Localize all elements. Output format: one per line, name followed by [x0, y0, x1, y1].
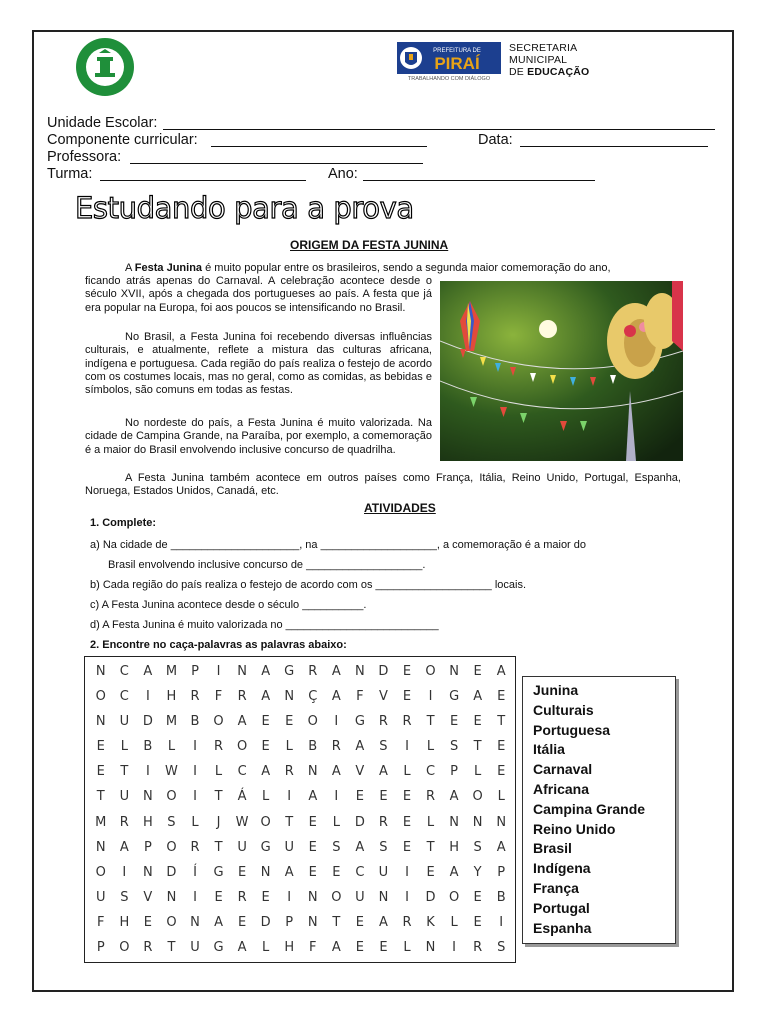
grid-letter: A [261, 764, 271, 780]
grid-letter: I [405, 739, 409, 755]
grid-letter: G [449, 689, 460, 705]
grid-letter: U [96, 889, 106, 905]
grid-letter: H [142, 814, 153, 830]
word-list-item: Campina Grande [533, 800, 646, 817]
grid-letter: I [287, 889, 292, 905]
grid-letter: R [237, 689, 247, 705]
word-list-item: Carnaval [533, 761, 593, 778]
svg-text:PIRAÍ: PIRAÍ [434, 54, 480, 73]
grid-letter: O [425, 664, 436, 680]
grid-letter: N [166, 889, 177, 905]
grid-letter: P [96, 939, 105, 955]
grid-letter: E [402, 689, 412, 705]
p1-continued: ficando atrás apenas do Carnaval. A celebração acontece desde o século XVII, após a chegada dos portugueses ao país. A festa que já era popular na Europa, foi aos poucos se intensificando no Brasil. [85, 275, 432, 314]
grid-letter: O [448, 889, 460, 905]
grid-letter: P [497, 864, 506, 880]
grid-letter: N [307, 889, 318, 905]
grid-letter: S [497, 939, 506, 955]
grid-letter: I [193, 789, 197, 805]
grid-letter: B [496, 889, 506, 905]
secretaria-line2: MUNICIPAL [509, 54, 568, 66]
grid-letter: F [309, 939, 317, 955]
grid-letter: U [284, 839, 294, 855]
grid-letter: U [190, 939, 200, 955]
grid-letter: A [378, 764, 388, 780]
grid-letter: Í [193, 864, 197, 880]
grid-letter: T [426, 714, 435, 730]
word-list-item: Itália [533, 741, 565, 758]
grid-letter: E [96, 764, 105, 780]
word-list-item: Indígena [533, 860, 591, 877]
grid-letter: A [214, 914, 223, 930]
grid-letter: N [143, 789, 153, 805]
grid-letter: G [213, 939, 224, 955]
grid-letter: L [426, 814, 435, 830]
professora-label: Professora: [47, 149, 122, 165]
festa-junina-bold: Festa Junina [134, 262, 203, 274]
grid-letter: O [307, 714, 318, 730]
grid-letter: N [307, 914, 318, 930]
grid-letter: R [473, 939, 483, 955]
grid-letter: A [261, 664, 271, 680]
grid-letter: R [402, 714, 412, 730]
grid-letter: L [403, 939, 411, 955]
grid-letter: D [142, 714, 153, 730]
grid-letter: N [237, 664, 247, 680]
grid-letter: T [473, 739, 482, 755]
componente-label: Componente curricular: [47, 132, 198, 148]
word-list-item: França [533, 879, 579, 896]
grid-letter: O [166, 789, 177, 805]
grid-letter: A [331, 664, 341, 680]
student-info-form [47, 115, 717, 183]
grid-letter: I [334, 714, 339, 730]
grid-letter: E [402, 814, 412, 830]
grid-letter: E [261, 714, 270, 730]
paragraph-3 [85, 417, 432, 457]
grid-letter: T [167, 939, 176, 955]
grid-letter: E [214, 889, 223, 905]
text-title: ORIGEM DA FESTA JUNINA [290, 238, 449, 252]
grid-letter: B [190, 714, 200, 730]
grid-letter: G [354, 714, 365, 730]
grid-letter: A [355, 739, 365, 755]
grid-letter: W [235, 814, 249, 830]
grid-letter: N [95, 664, 106, 680]
grid-letter: T [426, 839, 435, 855]
p1-prefix: A [125, 262, 135, 274]
svg-text:TRABALHANDO COM DIÁLOGO: TRABALHANDO COM DIÁLOGO [407, 76, 491, 82]
grid-letter: G [284, 664, 295, 680]
grid-letter: E [355, 939, 364, 955]
grid-letter: N [355, 664, 365, 680]
grid-letter: E [355, 914, 364, 930]
grid-letter: E [285, 714, 294, 730]
grid-letter: T [285, 814, 294, 830]
grid-letter: A [449, 789, 459, 805]
grid-letter: P [285, 914, 294, 930]
grid-letter: R [378, 714, 388, 730]
school-logo [73, 37, 137, 97]
grid-letter: E [261, 739, 270, 755]
grid-letter: P [450, 764, 459, 780]
grid-letter: A [496, 839, 506, 855]
grid-letter: D [378, 664, 389, 680]
grid-letter: U [119, 714, 130, 730]
grid-letter: N [95, 714, 106, 730]
question-1c: c) A Festa Junina acontece desde o século __________. [90, 599, 367, 611]
grid-letter: R [426, 789, 436, 805]
grid-letter: O [472, 789, 483, 805]
grid-letter: H [284, 939, 295, 955]
grid-letter: O [260, 814, 271, 830]
unidade-field[interactable] [163, 129, 715, 130]
turma-field[interactable] [100, 180, 306, 181]
grid-letter: A [308, 789, 318, 805]
grid-letter: A [331, 689, 341, 705]
grid-letter: S [473, 839, 482, 855]
grid-letter: E [308, 814, 317, 830]
grid-letter: O [236, 739, 248, 755]
grid-letter: F [97, 914, 105, 930]
grid-letter: U [378, 864, 389, 880]
grid-letter: E [449, 714, 459, 730]
grid-letter: J [216, 814, 221, 830]
grid-letter: L [191, 814, 199, 830]
grid-letter: L [450, 914, 458, 930]
grid-letter: R [190, 689, 200, 705]
grid-letter: G [213, 864, 224, 880]
grid-letter: H [119, 914, 130, 930]
grid-letter: D [260, 914, 271, 930]
grid-letter: N [378, 889, 389, 905]
ano-label: Ano: [328, 166, 358, 182]
grid-letter: N [472, 814, 483, 830]
grid-letter: K [426, 914, 435, 930]
word-list-item: Espanha [533, 919, 592, 936]
grid-letter: S [167, 814, 176, 830]
grid-letter: I [499, 914, 504, 930]
grid-letter: A [331, 764, 341, 780]
grid-letter: B [143, 739, 153, 755]
grid-letter: O [166, 914, 177, 930]
grid-letter: V [378, 689, 388, 705]
grid-letter: Ç [308, 689, 318, 705]
grid-letter: Y [473, 864, 482, 880]
word-list-item: Brasil [533, 840, 572, 857]
question-1 [90, 517, 156, 529]
grid-letter: N [307, 764, 318, 780]
grid-letter: E [497, 739, 506, 755]
grid-letter: E [308, 864, 317, 880]
grid-letter: A [261, 689, 271, 705]
page-title: Estudando para a prova [75, 191, 414, 225]
unidade-label: Unidade Escolar: [47, 115, 158, 131]
word-list-item: Portuguesa [533, 721, 611, 738]
grid-letter: I [145, 764, 150, 780]
grid-letter: A [355, 839, 365, 855]
question-1a-line2: Brasil envolvendo inclusive concurso de ___________________. [108, 559, 426, 571]
grid-letter: N [190, 914, 200, 930]
question-2-label: 2. Encontre no caça-palavras as palavras abaixo: [90, 639, 347, 651]
grid-letter: C [119, 689, 129, 705]
grid-letter: O [331, 889, 342, 905]
paragraph-1-first-line [85, 262, 681, 275]
grid-letter: R [308, 664, 318, 680]
grid-letter: H [449, 839, 459, 855]
grid-letter: E [237, 864, 247, 880]
grid-letter: N [449, 814, 459, 830]
grid-letter: A [378, 914, 388, 930]
grid-letter: M [165, 664, 178, 680]
grid-letter: E [473, 914, 482, 930]
grid-letter: E [261, 889, 270, 905]
grid-letter: U [355, 889, 365, 905]
grid-letter: C [355, 864, 365, 880]
p2-text: No Brasil, a Festa Junina foi recebendo diversas influências culturais, e atualmente, reflete a mistura das culturas africana, indígena e portuguesa. Cada região do país realiza o festejo de acordo com os costumes locais, mas no geral, como as comidas, as bebidas e símbolos, são comuns em todas as festas. [85, 331, 432, 397]
festa-photo-image [440, 281, 683, 461]
grid-letter: L [262, 789, 270, 805]
grid-letter: N [143, 864, 153, 880]
grid-letter: B [308, 739, 318, 755]
grid-letter: I [405, 864, 409, 880]
grid-letter: V [143, 889, 153, 905]
word-list-item: Reino Unido [533, 820, 616, 837]
grid-letter: I [216, 664, 221, 680]
grid-letter: L [497, 789, 505, 805]
grid-letter: F [356, 689, 364, 705]
grid-letter: E [402, 789, 412, 805]
grid-letter: L [285, 739, 293, 755]
grid-letter: M [165, 714, 178, 730]
grid-letter: S [379, 839, 388, 855]
grid-letter: S [379, 739, 388, 755]
grid-letter: A [237, 939, 247, 955]
paragraph-1 [85, 275, 432, 315]
grid-letter: E [308, 839, 317, 855]
grid-letter: N [425, 939, 436, 955]
grid-letter: E [96, 739, 105, 755]
grid-letter: I [193, 764, 197, 780]
grid-letter: I [145, 689, 150, 705]
ano-field[interactable] [363, 180, 595, 181]
grid-letter: L [167, 739, 176, 755]
grid-letter: E [473, 714, 482, 730]
grid-letter: E [332, 864, 341, 880]
grid-letter: O [95, 689, 106, 705]
secretaria-line3 [509, 66, 589, 78]
grid-letter: L [474, 764, 482, 780]
grid-letter: F [214, 689, 223, 705]
grid-letter: L [332, 814, 340, 830]
grid-letter: C [237, 764, 247, 780]
grid-letter: L [262, 939, 270, 955]
grid-letter: N [284, 689, 295, 705]
grid-letter: R [331, 739, 341, 755]
grid-letter: G [260, 839, 271, 855]
grid-letter: R [119, 814, 129, 830]
question-2 [90, 639, 347, 651]
grid-letter: L [214, 764, 223, 780]
grid-letter: N [260, 864, 271, 880]
grid-letter: D [354, 814, 365, 830]
grid-letter: E [355, 789, 364, 805]
grid-letter: T [96, 789, 105, 805]
grid-letter: E [426, 864, 435, 880]
grid-letter: N [95, 839, 106, 855]
grid-letter: I [452, 939, 457, 955]
grid-letter: O [213, 714, 224, 730]
grid-letter: I [193, 889, 197, 905]
componente-field[interactable] [211, 146, 427, 147]
grid-letter: O [119, 939, 130, 955]
grid-letter: C [426, 764, 436, 780]
grid-letter: A [143, 664, 153, 680]
grid-letter: E [237, 914, 247, 930]
grid-letter: A [331, 939, 341, 955]
svg-text:PREFEITURA DE: PREFEITURA DE [433, 48, 481, 54]
word-list-item: Junina [533, 682, 579, 698]
grid-letter: E [379, 939, 388, 955]
festa-junina-photo [440, 281, 683, 461]
grid-letter: I [405, 889, 409, 905]
grid-letter: T [120, 764, 129, 780]
grid-letter: S [332, 839, 341, 855]
grid-letter: H [166, 689, 177, 705]
grid-letter: N [496, 814, 507, 830]
grid-letter: A [449, 864, 459, 880]
grid-letter: S [120, 889, 129, 905]
p1-rest: é muito popular entre os brasileiros, sendo a segunda maior comemoração do ano, [202, 262, 611, 274]
grid-letter: A [284, 864, 294, 880]
grid-letter: R [378, 814, 388, 830]
grid-letter: S [449, 739, 459, 755]
grid-letter: L [426, 739, 435, 755]
grid-letter: O [95, 864, 106, 880]
p4-text: A Festa Junina também acontece em outros países como França, Itália, Reino Unido, Portugal, Espanha, Noruega, Estados Unidos, Canadá, etc. [85, 472, 681, 498]
grid-letter: R [190, 839, 200, 855]
word-list-item: Africana [533, 780, 590, 797]
data-label: Data: [478, 132, 513, 148]
grid-letter: T [332, 914, 341, 930]
grid-letter: T [497, 714, 506, 730]
grid-letter: E [402, 664, 412, 680]
secretaria-line3-bold: EDUCAÇÃO [527, 66, 590, 78]
grid-letter: O [166, 839, 177, 855]
grid-letter: E [497, 689, 506, 705]
data-field[interactable] [520, 146, 708, 147]
grid-letter: E [143, 914, 152, 930]
grid-letter: D [425, 889, 436, 905]
activities-title: ATIVIDADES [364, 501, 436, 515]
grid-letter: E [473, 889, 482, 905]
grid-letter: N [449, 664, 459, 680]
grid-letter: I [193, 739, 197, 755]
word-search-grid [84, 656, 516, 963]
grid-letter: I [287, 789, 292, 805]
grid-letter: A [237, 714, 247, 730]
grid-letter: Á [237, 789, 247, 805]
grid-letter: U [237, 839, 247, 855]
question-1b: b) Cada região do país realiza o festejo de acordo com os ___________________ locais. [90, 579, 527, 591]
turma-label: Turma: [47, 166, 93, 182]
grid-letter: E [473, 664, 482, 680]
grid-letter: R [214, 739, 224, 755]
grid-letter: T [214, 789, 223, 805]
grid-letter: R [143, 939, 153, 955]
grid-letter: D [166, 864, 177, 880]
grid-letter: W [165, 764, 178, 780]
word-list-item: Culturais [533, 701, 594, 718]
grid-letter: R [237, 889, 247, 905]
grid-letter: I [428, 689, 433, 705]
p3-text: No nordeste do país, a Festa Junina é muito valorizada. Na cidade de Campina Grande, na Paraíba, por exemplo, a comemoração é a maior do Brasil envolvendo inclusive concurso de quadrilha. [85, 417, 432, 456]
paragraph-2 [85, 331, 432, 397]
grid-letter: R [402, 914, 412, 930]
grid-letter: C [119, 664, 129, 680]
grid-letter: T [214, 839, 223, 855]
word-list-item: Portugal [533, 899, 590, 916]
professora-field[interactable] [130, 163, 423, 164]
question-1-label: 1. Complete: [90, 517, 157, 529]
grid-letter: E [402, 839, 412, 855]
grid-letter: L [403, 764, 411, 780]
grid-letter: V [355, 764, 365, 780]
grid-letter: M [95, 814, 107, 830]
grid-letter: A [119, 839, 129, 855]
grid-letter: E [379, 789, 388, 805]
pirai-logo [397, 42, 501, 82]
secretaria-line1: SECRETARIA [509, 42, 578, 54]
grid-letter: U [119, 789, 130, 805]
question-1d: d) A Festa Junina é muito valorizada no _________________________ [90, 619, 439, 631]
grid-letter: A [473, 689, 483, 705]
grid-letter: P [143, 839, 152, 855]
paragraph-4 [85, 472, 681, 499]
grid-letter: A [496, 664, 506, 680]
grid-letter: L [120, 739, 128, 755]
secretaria-line3-prefix: DE [509, 66, 528, 78]
secretaria-text [509, 42, 589, 78]
grid-letter: R [284, 764, 294, 780]
grid-letter: I [334, 789, 339, 805]
grid-letter: I [122, 864, 127, 880]
grid-letter: P [191, 664, 199, 680]
word-search-cells [85, 657, 517, 964]
grid-letter: E [497, 764, 506, 780]
word-list [522, 676, 676, 944]
question-1a-line1: a) Na cidade de _____________________, na ___________________, a comemoração é a maior do [90, 539, 587, 551]
